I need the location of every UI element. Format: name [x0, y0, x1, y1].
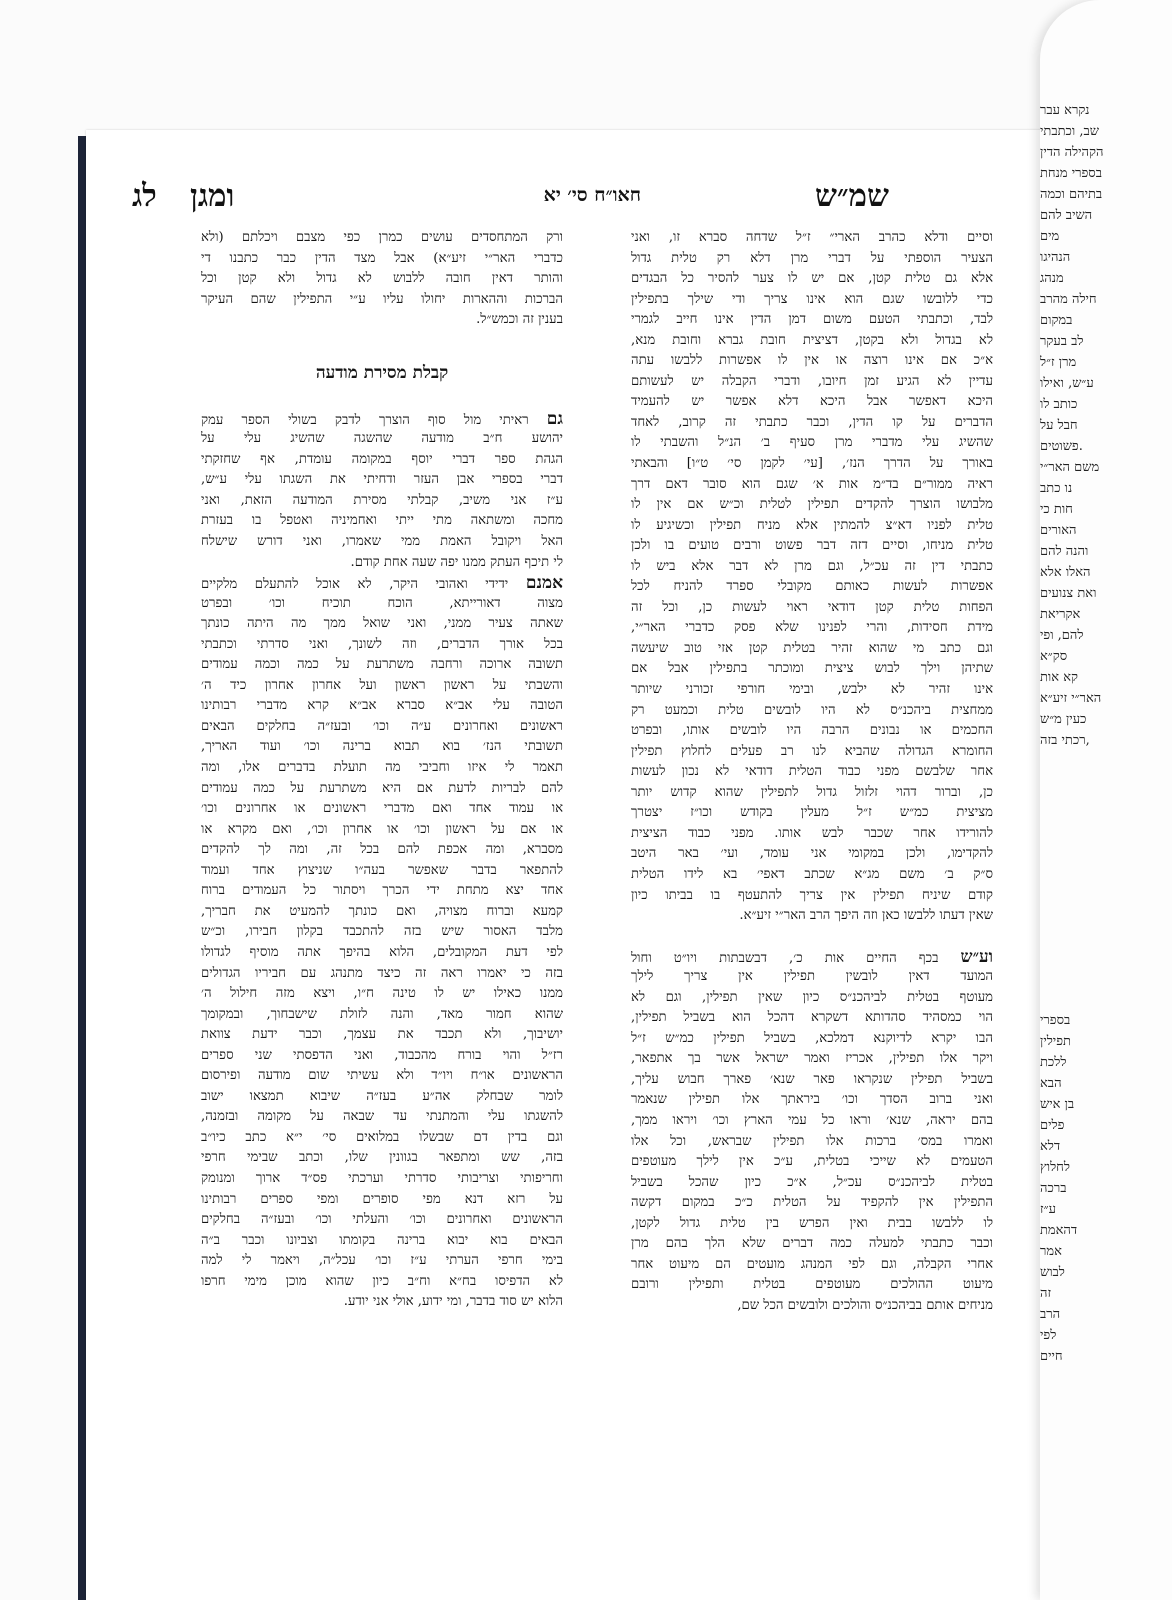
text-line: א״כ אם אינו רוצה או אין לו אפשרות ללבשו עתה	[631, 353, 993, 369]
text-line: להם לבריות לדעת אם היא משתרעת על כמה עמודים	[201, 780, 563, 796]
text-line: מציצית כמ״ש ז״ל מעלין בקודש וכו״ז יצטרך	[631, 805, 993, 821]
text-line: הראשונים או״ח ויו״ד ולא עשיתי שום מודעה ופירסום	[201, 1068, 563, 1084]
text-line: להתפאר בדבר שאפשר בעה״ו שניצוץ אחד ועמוד	[201, 862, 563, 878]
facing-text-line: משם האר״י	[1040, 460, 1100, 475]
facing-text-line: האלו אלא	[1040, 565, 1091, 580]
text-line: המועד דאין לובשין תפילין אין צריך לילך	[631, 969, 993, 985]
facing-text-line: הבא	[1040, 1076, 1062, 1091]
text-line: בימי חרפי הערתי ע״ז וכו׳ עכל״ה, ויאמר לי למה	[201, 1253, 563, 1269]
text-line: בהם יראה, שנא׳ וראו כל עמי הארץ וכו׳ ויראו ממך,	[631, 1112, 993, 1128]
text-line: מעוטף בטלית לביהכנ״ס כיון שאין תפילין, וגם לא	[631, 989, 993, 1005]
text-line: וחריפותי וצריבותי סדרתי וערכתי פס״ד ארוך ומנומק	[201, 1170, 563, 1186]
text-line: או עמוד אחד ואם מדברי ראשונים או אחרונים וכו׳	[201, 801, 563, 817]
text-line: מיעוט ההולכים מעוטפים בטלית ותפילין ורובם	[631, 1277, 993, 1293]
text-line: הטעמים לא שייכי בטלית, ע״כ אין לילך מעוטפים	[631, 1154, 993, 1170]
facing-text-line: מנהג	[1040, 271, 1064, 286]
text-line: מחכה ומשתאה מתי ייתי ואחמיניה ואטפל בו בעזרת	[201, 513, 563, 529]
text-line: בזה, שש ומתפאר בגוונין שלו, וכתב שבימי חרפי	[201, 1150, 563, 1166]
facing-text-line: זה	[1040, 1286, 1052, 1301]
facing-text-line: נו כתב	[1040, 481, 1073, 496]
facing-text-line: בספרי	[1040, 1013, 1071, 1028]
text-line: ס״ק ב׳ משם מג״א שכתב דאפי׳ בא לידו הטלית	[631, 866, 993, 882]
left-paragraph-2	[201, 594, 563, 1313]
facing-text-line: שב, וכתבתי	[1040, 124, 1099, 139]
text-line: ורק המתחסדים עושים כמרן כפי מצבם ויכלתם (ולא	[201, 230, 563, 245]
facing-text-line: מרן ז״ל	[1040, 355, 1077, 370]
facing-text-line: רכתי בזה,	[1040, 733, 1090, 748]
text-line: טלית לפניו דא״צ להמתין אלא מניח תפילין וכשיגיע לו	[631, 517, 993, 533]
facing-text-line: ללכת	[1040, 1055, 1067, 1070]
right-column-part-1	[631, 228, 993, 927]
text-line: אינו זהיר לא ילבש, ובימי חורפי זכורני שיותר	[631, 682, 993, 698]
facing-text-line: האר״י זיע״א	[1040, 691, 1102, 706]
text-line: דברי בספרי אבן העזר ודחיתי את השגתו עלי ע״ש,	[201, 472, 563, 488]
facing-page-text-top	[1040, 100, 1152, 751]
facing-text-line: בתיהם וכמה	[1040, 187, 1103, 202]
text-line: לא בגדול ולא בקטן, דציצית חובת גברא וחובת מנא,	[631, 332, 993, 348]
text-line: והשבתי על ראשון ראשון ועל אחרון אחרון כיד ה׳	[201, 677, 563, 693]
text-line: אחר שלבשם מפני כבוד הטלית דודאי לא נכון לעשות	[631, 764, 993, 780]
text-line: על רזא דנא מפי סופרים ומפי ספרים רבותינו	[201, 1191, 563, 1207]
text-line: הבאים בוא יבוא ברינה בקומתו וצביונו וכבר ב״ה	[201, 1232, 563, 1248]
text-line: וגם בדין דם שבשלו במלואים סי׳ י״א כתב כיו״ב	[201, 1129, 563, 1145]
lead-rest: ראיתי מול סוף הוצרך לדבק בשולי הספר עמק	[201, 412, 529, 428]
facing-text-line: לחלוץ	[1040, 1160, 1070, 1175]
facing-page	[1040, 0, 1172, 1600]
text-line: בטלית לביהכנ״ס עכ״ל, א״כ כיון שהכל בשביל	[631, 1174, 993, 1190]
text-line: הגהת ספר דברי יוסף במקומה עומדת, אף שחזקתי	[201, 451, 563, 467]
facing-text-line: דלא	[1040, 1139, 1061, 1154]
paragraph-lead-line	[631, 947, 993, 968]
text-line: קודם שיניח תפילין אין צריך להתעטף בו בביתו כיון	[631, 887, 993, 903]
text-line: והותר דאין חובה ללבוש לא גדול ולא קטן וכל	[201, 271, 563, 287]
text-line: אלא גם טלית קטן, אם יש לו צער להסיר כל הבגדים	[631, 271, 993, 287]
facing-text-line: חות כי	[1040, 502, 1073, 517]
text-line: ממחצית ביהכנ״ס לא היו לובשים טלית וכמעט רק	[631, 702, 993, 718]
text-line: הוי כמסהיד סהדותא דשקרא דהכל הוא בשביל תפילין,	[631, 1010, 993, 1026]
text-line: מידת חסידות, והרי לפנינו שלא פסק כדברי האר״י,	[631, 620, 993, 636]
text-line: מלבושו הוצרך להקדים תפילין לטלית וכ״ש אם אין לו	[631, 497, 993, 513]
text-line: לא הדפיסו בח״א וח״ב כיון שהוא מוכן מימי חרפו	[201, 1273, 563, 1289]
text-line: מלבד האסור שיש בזה להתכבד בקלון חבירו, וכ״ש	[201, 924, 563, 940]
lead-word: אמנם	[525, 573, 563, 594]
text-line: לי תיכף העתק ממנו יפה שעה אחת קודם.	[350, 554, 563, 570]
facing-text-line: בן איש	[1040, 1097, 1075, 1112]
text-line: להשגתו עלי והמתנתי עד שבאה על מקומה ובזמנה,	[201, 1109, 563, 1125]
header-title-left: ומגן	[190, 178, 235, 214]
text-line: טלית מניחו, וסיים דזה דבר פשוט ורבים טועים בו ולכן	[631, 538, 993, 554]
text-line: כן, וברור דהוי זלזול גדול לתפילין שהוא קדוש יותר	[631, 784, 993, 800]
paragraph-lead-line	[201, 573, 563, 594]
facing-text-line: לפי	[1040, 1328, 1057, 1343]
left-paragraph-1	[201, 429, 563, 573]
header-title-right: שמ״ש	[814, 178, 889, 214]
text-line: ואמרו במס׳ ברכות אלו תפילין שבראש, וכל אלו	[631, 1133, 993, 1149]
facing-text-line: ע״ז	[1040, 1202, 1056, 1217]
text-line: וגם כתב מי שהוא זהיר בטלית קטן אזי טוב שיעשה	[631, 640, 993, 656]
text-line: שאין דעתו ללבשו כאן וזה היפך הרב האר״י זיע״א.	[739, 908, 993, 924]
facing-text-line: במקום	[1040, 313, 1073, 328]
text-line: להקדימו, ולכן במקומי אני עומד, ועי׳ באר היטב	[631, 846, 993, 862]
facing-text-line: בספרי מנחת	[1040, 166, 1102, 181]
text-line: החכמים או נבונים הרבה היו לובשים אותו, ובפרט	[631, 723, 993, 739]
text-line: יהושע ח״ב מודעה שהשגה שהשיג עלי על	[201, 431, 563, 447]
text-line: הפחות טלית קטן דודאי ראוי לעשות כן, וכל זה	[631, 599, 993, 615]
facing-page-text-bottom	[1040, 1010, 1152, 1367]
text-line: וסיים ודלא כהרב הארי״ ז״ל שדחה סברא זו, ואני	[631, 230, 993, 245]
text-line: החומרא הגדולה שהביא לנו רב פעלים לחלוץ תפילין	[631, 743, 993, 759]
facing-text-line: מים	[1040, 229, 1060, 244]
facing-text-line: הרב	[1040, 1307, 1061, 1322]
facing-text-line: חיים	[1040, 1349, 1063, 1364]
section-heading: קבלת מסירת מודעה	[315, 362, 449, 383]
text-line: כתבתי דין זה עכ״ל, וגם מרן לא דבר אלא ביש לו	[631, 558, 993, 574]
text-line: מניחים אותם בביהכנ״ס והולכים ולובשים הכל שם,	[737, 1297, 993, 1313]
header-section-ref: חאו״ח סי׳ יא	[543, 184, 641, 206]
text-line: הברכות וההארות יחולו עליו ע״י התפילין שהם העיקר	[201, 291, 563, 307]
text-line: שתיהן וילך לבוש ציצית ומוכתר בתפילין אבל אם	[631, 661, 993, 677]
facing-text-line: אקריאת	[1040, 607, 1081, 622]
lead-word: וע״ש	[960, 946, 993, 967]
facing-text-line: אמר	[1040, 1244, 1062, 1259]
text-line: ראשונים ואחרונים ע״ה וכו׳ ובעז״ה בחלקים הבאים	[201, 718, 563, 734]
page-number: לג	[132, 178, 157, 214]
text-line: קמעא וברוח מצויה, ואם כונתך להמעיט את חבריך,	[201, 903, 563, 919]
text-line: שהוא חמור מאד, והנה לזולת שישבחוך, ובמקומך	[201, 1006, 563, 1022]
facing-text-line: לבוש	[1040, 1265, 1065, 1280]
facing-text-line: ברכה	[1040, 1181, 1067, 1196]
left-text-column	[201, 228, 563, 1313]
text-line: ויקר אלו תפילין, אכריז ואמר ישראל אשר בך אתפאר,	[631, 1051, 993, 1067]
paragraph-gap	[631, 927, 993, 947]
text-line: בשביל תפילין שנקראו פאר שנא׳ פארך חבוש עליך,	[631, 1071, 993, 1087]
text-line: או אם על ראשון וכו׳ או אחרון וכו׳, ואם מקרא או	[201, 821, 563, 837]
text-line: תאמר לי איזו וחביבי מה תועלת בדברים אלו, ומה	[201, 760, 563, 776]
text-line: רז״ל והוי בורח מהכבוד, ואני הדפסתי שני ספרים	[201, 1047, 563, 1063]
left-column-top	[201, 228, 563, 331]
right-column-part-2	[631, 967, 993, 1316]
text-line: בזה כי יאמרו ראה זה כיצד מתנהג עם חביריו הגדולים	[201, 965, 563, 981]
text-line: האל ויקובל האמת ממי שאמרו, ואני דורש שישלח	[201, 534, 563, 550]
text-line: מצוה דאורייתא, הוכח תוכיח וכו׳ ובפרט	[201, 595, 563, 611]
text-line: באורך על הדרך הנז׳, [עי׳ לקמן סי׳ ט״ו] והבאתי	[631, 456, 993, 472]
text-line: שאתה צעיר ממני, ואני שואל ממך מה היתה כונתך	[201, 616, 563, 632]
facing-text-line: לב בעקר	[1040, 334, 1084, 349]
lead-rest: ידידי ואהובי היקר, לא אוכל להתעלם מלקיים	[201, 577, 509, 593]
text-line: התפילין אין להקפיד על הטלית כ״כ במקום דקשה	[631, 1195, 993, 1211]
facing-text-line: להם, ופי	[1040, 628, 1084, 643]
text-line: לו ללבשו בבית ואין הפרש בין טלית גדול לקטן,	[631, 1215, 993, 1231]
text-line: מסברא, ומה אכפת להם בכל זה, ומה לך להקדים	[201, 842, 563, 858]
facing-text-line: הקהילה הדין	[1040, 145, 1104, 160]
text-line: הצעיר הוספתי על דברי מרן דלא רק טלית גדול	[631, 250, 993, 266]
text-line: כדי ללובשו שגם הוא אינו צריך ודי שילך בתפילין	[631, 291, 993, 307]
text-line: הלוא יש סוד בדבר, ומי ידוע, אולי אני יודע.	[343, 1294, 563, 1310]
text-line: לפי דעת המקובלים, הלוא בהיפך אתה מוסיף לגדולו	[201, 944, 563, 960]
text-line: בכל אורך הדברים, וזה לשונך, ואני סדרתי וכתבתי	[201, 636, 563, 652]
text-line: בענין זה וכמש״ל.	[476, 312, 563, 328]
facing-text-line: חבל על	[1040, 418, 1078, 433]
text-line: הראשונים ואחרונים וכו׳ והעלתי וכו׳ ובעז״ה בחלקים	[201, 1212, 563, 1228]
book-page	[86, 130, 1071, 1600]
lead-rest: בכף החיים אות כ׳, דבשבתות ויו״ט וחול	[631, 950, 939, 966]
facing-text-line: האורים	[1040, 523, 1077, 538]
text-line: עדיין לא הגיע זמן חיובו, ודברי הקבלה יש לעשותם	[631, 373, 993, 389]
facing-text-line: נקרא עבר	[1040, 103, 1090, 118]
paragraph-lead-line	[201, 409, 563, 430]
text-line: לבד, וכתבתי הטעם משום דמן הדין אינו חייב לגמרי	[631, 312, 993, 328]
facing-text-line: סק״א	[1040, 649, 1068, 664]
facing-text-line: חילה מהרב	[1040, 292, 1097, 307]
text-line: כדברי האר״י זיע״א) אבל מצד הדין כבר כתבנו די	[201, 250, 563, 266]
facing-text-line: כותב לו	[1040, 397, 1078, 412]
facing-text-line: פשוטים.	[1040, 439, 1083, 454]
facing-text-line: הנהיגו	[1040, 250, 1071, 265]
text-line: וכבר כתבתי למעלה כמה דברים שלא הלך בהם מרן	[631, 1236, 993, 1252]
text-line: הטובה עלי אב״א סברא אב״א קרא מדברי רבותינו	[201, 698, 563, 714]
facing-text-line: ואת צנועים	[1040, 586, 1097, 601]
facing-text-line: קא אות	[1040, 670, 1078, 685]
facing-text-line: כעין מ״ש	[1040, 712, 1087, 727]
text-line: אחד יצא מתחת ידי הכרך ויסתור כל העמודים ברוח	[201, 883, 563, 899]
text-line: ממנו כאילו יש לו טינה ח״ו, ויצא מזה חילול ה׳	[201, 986, 563, 1002]
text-line: תשובה ארוכה ורחבה משתרעת על כמה וכמה עמודים	[201, 657, 563, 673]
facing-text-line: דהאמת	[1040, 1223, 1078, 1238]
facing-text-line: השיב להם	[1040, 208, 1093, 223]
facing-text-line: ע״ש, ואילו	[1040, 376, 1094, 391]
text-line: תשובתי הנז׳ בוא תבוא ברינה וכו׳ ועוד האריך,	[201, 739, 563, 755]
text-line: היכא דאפשר אבל היכא דלא אפשר יש להעמיד	[631, 394, 993, 410]
facing-text-line: והנה להם	[1040, 544, 1089, 559]
facing-text-line: תפילין	[1040, 1034, 1071, 1049]
text-line: להורידו אחר שכבר לבש אותו. מפני כבוד הציצית	[631, 825, 993, 841]
text-line: לומר שבחלק אה״ע בעז״ה שיבוא תמצאו ישוב	[201, 1088, 563, 1104]
text-line: ראיה ממור״ם בד״מ אות א׳ שגם הוא סובר דאם דרך	[631, 476, 993, 492]
text-line: הבו יקרא לדיוקנא דמלכא, בשביל תפילין כמ״ש ז״ל	[631, 1030, 993, 1046]
text-line: אחרי הקבלה, וגם לפי המנהג מועטים הם מיעוט אחר	[631, 1256, 993, 1272]
text-line: אפשרות לעשות כאותם מקובלי ספרד להניח לכל	[631, 579, 993, 595]
text-line: ואני ברוב הסדך וכו׳ ביראתך אלו תפילין שנאמר	[631, 1092, 993, 1108]
text-line: שהשיג עלי מדברי מרן סעיף ב׳ הנ״ל והשבתי לו	[631, 435, 993, 451]
facing-text-line: פלים	[1040, 1118, 1065, 1133]
text-line: יושיבוך, ולא תכבד את עצמך, וכבר ידעת צוואת	[201, 1027, 563, 1043]
running-header	[86, 178, 1071, 218]
lead-word: גם	[546, 408, 563, 429]
text-line: ע״ז אני משיב, קבלתי מסירת המודעה הזאת, ואני	[201, 492, 563, 508]
text-line: הדברים על קו הדין, וכבר כתבתי זה קרוב, לאחד	[631, 414, 993, 430]
right-text-column	[631, 228, 993, 1316]
